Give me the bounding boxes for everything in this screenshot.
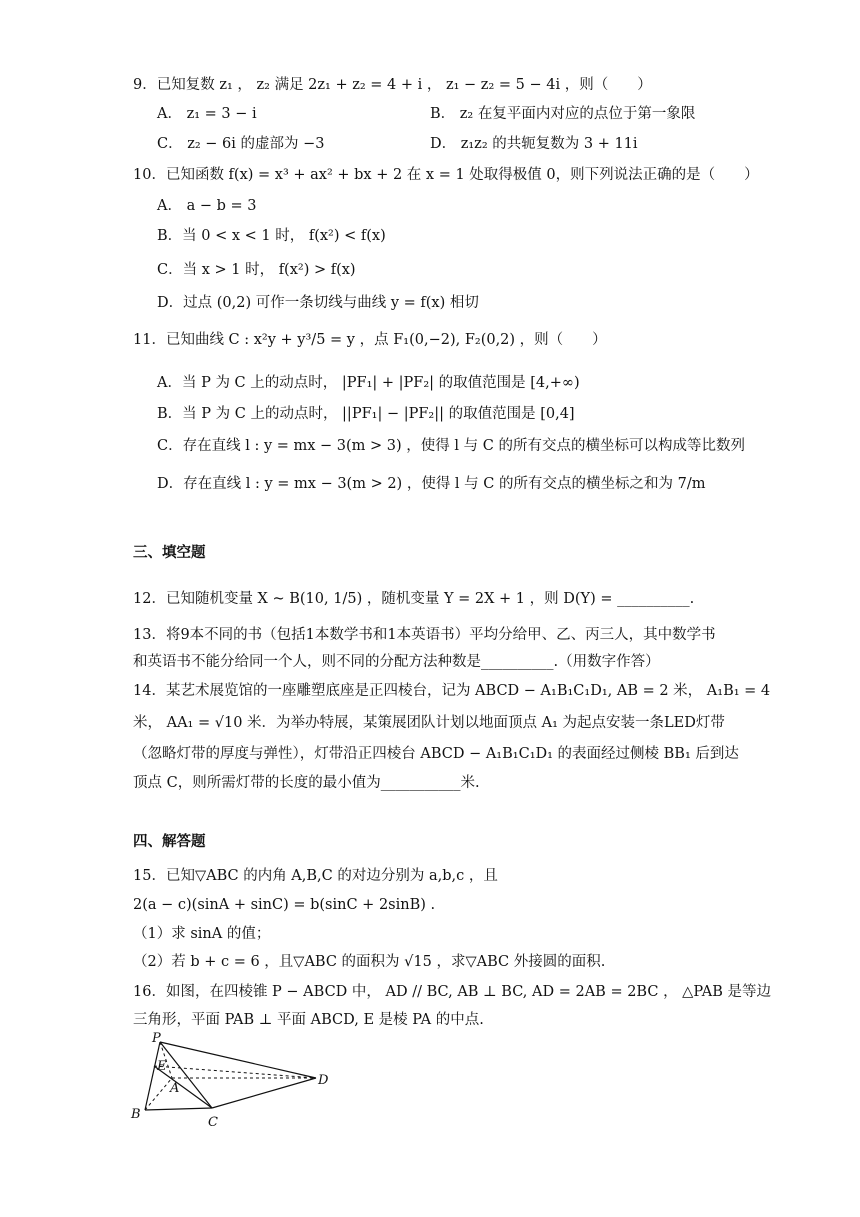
q13-line-2: 和英语书不能分给同一个人，则不同的分配方法种数是__________.（用数字作答） <box>133 654 660 670</box>
label-b: B <box>131 1107 141 1122</box>
q10-option-c: C．当 x > 1 时， f(x²) > f(x) <box>157 262 356 278</box>
label-a: A <box>170 1081 180 1096</box>
section-solutions: 四、解答题 <box>133 834 206 850</box>
q15-part-1: （1）求 sinA 的值； <box>133 926 271 942</box>
q15-part-2: （2）若 b + c = 6 ，且▽ABC 的面积为 √15 ，求▽ABC 外接圆的面积. <box>133 954 606 970</box>
q14-line-4: 顶点 C，则所需灯带的长度的最小值为___________米. <box>133 775 480 791</box>
q10-option-b: B．当 0 < x < 1 时， f(x²) < f(x) <box>157 228 386 244</box>
section-fill-in: 三、填空题 <box>133 545 206 561</box>
q15-line-1: 15．已知▽ABC 的内角 A,B,C 的对边分别为 a,b,c ，且 <box>133 868 498 884</box>
q13-line-1: 13．将9本不同的书（包括1本数学书和1本英语书）平均分给甲、乙、丙三人，其中数学书 <box>133 627 716 643</box>
q11-stem: 11．已知曲线 C : x²y + y³/5 = y ，点 F₁(0,−2), F₂(0,2) ，则（ ） <box>133 332 607 348</box>
q9-option-d: D． z₁z₂ 的共轭复数为 3 + 11i <box>430 136 638 152</box>
q15-line-2: 2(a − c)(sinA + sinC) = b(sinC + 2sinB) . <box>133 897 436 913</box>
label-p: P <box>152 1031 161 1046</box>
q9-option-c: C． z₂ − 6i 的虚部为 −3 <box>157 136 325 152</box>
label-c: C <box>208 1115 218 1130</box>
q10-option-a: A． a − b = 3 <box>157 198 257 214</box>
q16-line-1: 16．如图，在四棱锥 P − ABCD 中， AD // BC, AB ⊥ BC, AD = 2AB = 2BC ， △PAB 是等边 <box>133 984 771 1000</box>
label-e: E <box>157 1059 167 1074</box>
question-12: 12．已知随机变量 X ~ B(10, 1/5) ，随机变量 Y = 2X + 1 ，则 D(Y) = __________. <box>133 591 695 607</box>
edge-cd <box>212 1078 316 1108</box>
q14-line-3: （忽略灯带的厚度与弹性），灯带沿正四棱台 ABCD − A₁B₁C₁D₁ 的表面经过侧棱 BB₁ 后到达 <box>133 746 739 762</box>
edge-pb <box>145 1042 160 1110</box>
q14-line-2: 米， AA₁ = √10 米．为举办特展，某策展团队计划以地面顶点 A₁ 为起点安装一条LED灯带 <box>133 715 725 731</box>
q11-option-b: B．当 P 为 C 上的动点时， ||PF₁| − |PF₂|| 的取值范围是 [0,4] <box>157 406 575 422</box>
q9-option-a: A． z₁ = 3 − i <box>157 106 257 122</box>
pyramid-figure <box>128 1030 338 1130</box>
q9-option-b: B． z₂ 在复平面内对应的点位于第一象限 <box>430 106 696 122</box>
q10-option-d: D．过点 (0,2) 可作一条切线与曲线 y = f(x) 相切 <box>157 295 479 311</box>
q14-line-1: 14．某艺术展览馆的一座雕塑底座是正四棱台，记为 ABCD − A₁B₁C₁D₁, AB = 2 米， A₁B₁ = 4 <box>133 683 771 699</box>
q11-option-c: C．存在直线 l : y = mx − 3(m > 3) ，使得 l 与 C 的所有交点的横坐标可以构成等比数列 <box>157 438 745 454</box>
q16-line-2: 三角形，平面 PAB ⊥ 平面 ABCD, E 是棱 PA 的中点. <box>133 1012 484 1028</box>
edge-bc <box>145 1108 212 1110</box>
q10-stem: 10．已知函数 f(x) = x³ + ax² + bx + 2 在 x = 1 处取得极值 0，则下列说法正确的是（ ） <box>133 167 759 183</box>
q11-option-a: A．当 P 为 C 上的动点时， |PF₁| + |PF₂| 的取值范围是 [4,+∞) <box>157 375 580 391</box>
label-d: D <box>318 1073 329 1088</box>
q9-stem: 9．已知复数 z₁ ， z₂ 满足 2z₁ + z₂ = 4 + i ， z₁ − z₂ = 5 − 4i ，则（ ） <box>133 77 652 93</box>
q11-option-d: D．存在直线 l : y = mx − 3(m > 2) ，使得 l 与 C 的所有交点的横坐标之和为 7/m <box>157 476 706 492</box>
